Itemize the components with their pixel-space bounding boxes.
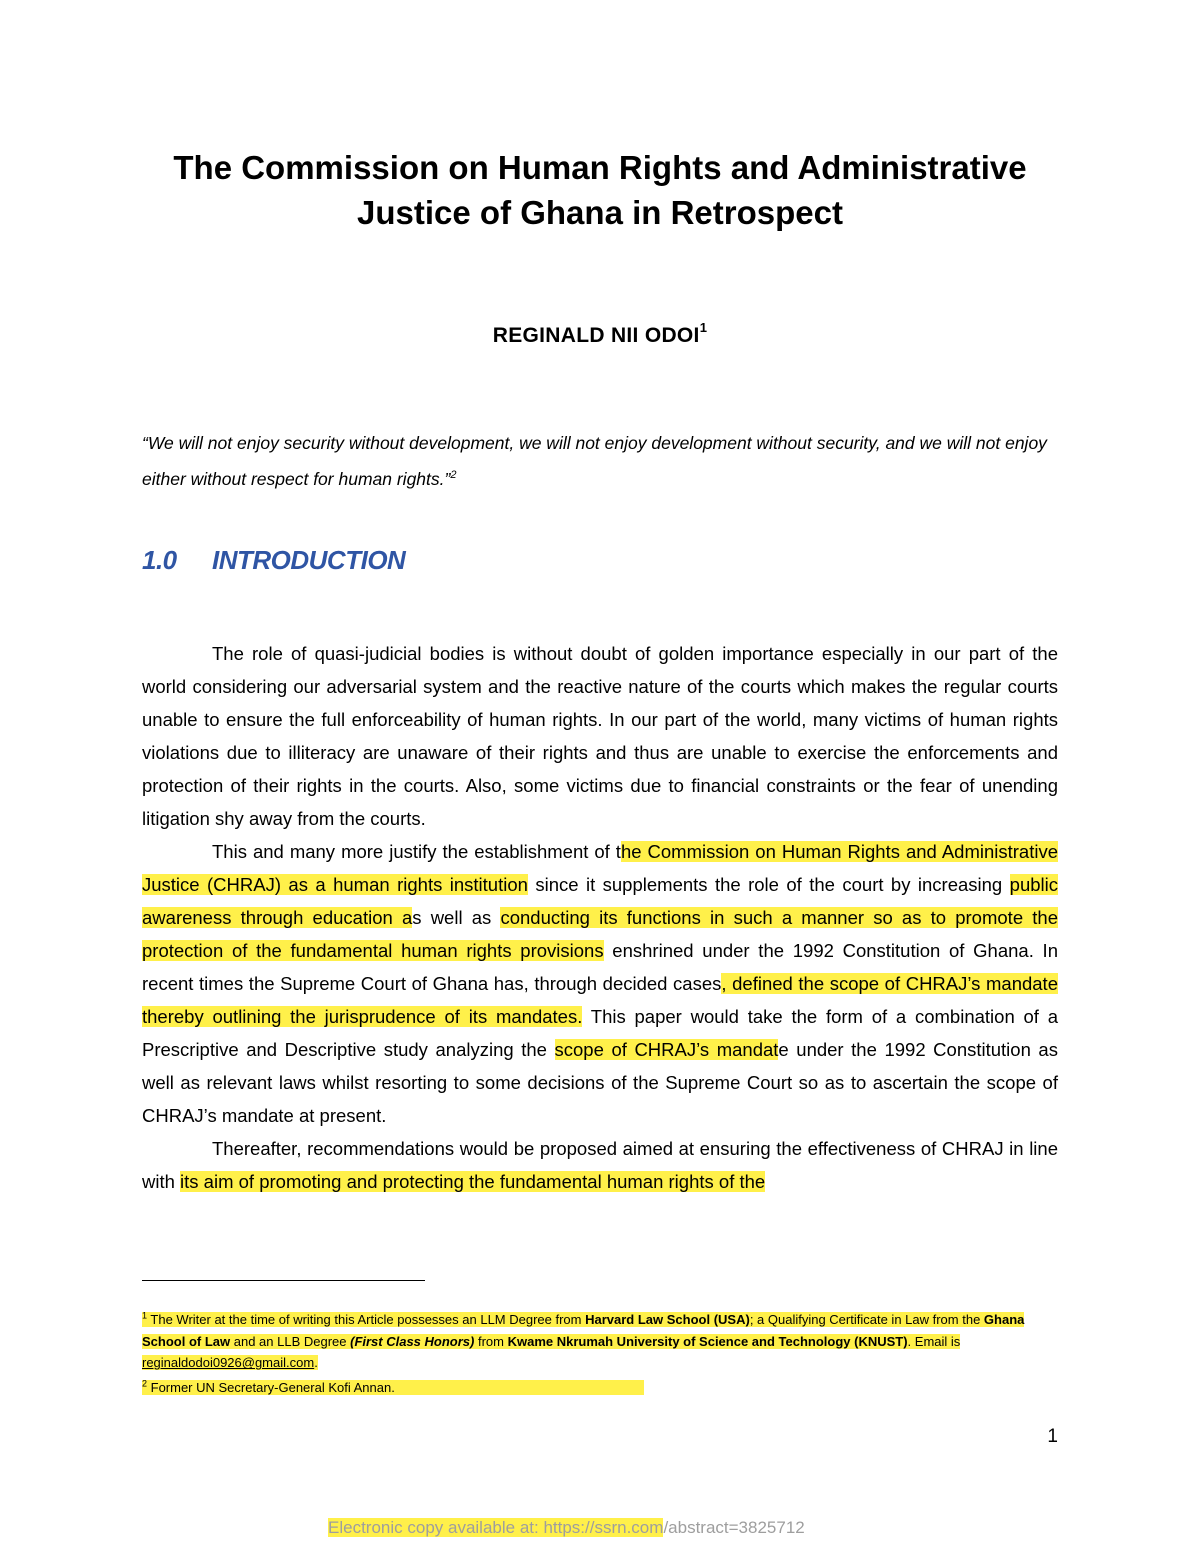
text-run: . Email is [907, 1333, 961, 1349]
text-run: from [474, 1333, 508, 1349]
highlighted-text: its aim of promoting and protecting the fundamental human rights of the [180, 1171, 766, 1192]
footnote-2 [142, 1374, 1062, 1399]
footnote-2-ref: 2 [142, 1378, 148, 1389]
text-run: and an LLB Degree [230, 1333, 351, 1349]
text-run: ; a Qualifying Certificate in Law from the [749, 1312, 984, 1328]
footnote-1-ref: 1 [142, 1311, 148, 1321]
title-line-1: The Commission on Human Rights and Administrative [173, 149, 1027, 186]
bold-italic-text: (First Class Honors) [350, 1333, 475, 1349]
section-number: 1.0 [142, 545, 177, 575]
paragraph-2 [142, 835, 1058, 1132]
author-footnote-ref[interactable]: 1 [699, 320, 708, 335]
ssrn-link-prefix[interactable]: Electronic copy available at: https://ssrn.com [328, 1518, 664, 1537]
text-run: since it supplements the role of the court by increasing [527, 874, 1010, 895]
bold-text: Ghana School of Law [142, 1312, 1025, 1349]
highlighted-text: public awareness through education a [142, 874, 1058, 928]
section-heading [142, 545, 405, 576]
paragraph-3 [142, 1132, 1058, 1198]
footnote-separator [142, 1280, 425, 1281]
text-run: e under the 1992 Constitution as well as relevant laws whilst resorting to some decisions of the Supreme Court so as to ascertain the scope of CHRAJ’s mandate at present. [142, 1039, 1058, 1126]
ssrn-watermark[interactable] [328, 1518, 805, 1538]
epigraph-text: “We will not enjoy security without development, we will not enjoy development without security, and we will not enjoy either without respect for human rights.” [142, 433, 1047, 489]
ssrn-link-suffix[interactable]: /abstract=3825712 [663, 1518, 805, 1537]
text-run: . [314, 1355, 318, 1371]
bold-text: Harvard Law School (USA) [585, 1312, 750, 1328]
highlighted-text: conducting its functions in such a manner so as to promote the protection of the fundamental human rights provisions [142, 907, 1058, 961]
highlighted-text: he Commission on Human Rights and Administrative Justice (CHRAJ) as a human rights institution [142, 841, 1058, 895]
epigraph-quote [142, 427, 1062, 495]
text-run: This paper would take the form of a combination of a Prescriptive and Descriptive study analyzing the [142, 1006, 1058, 1060]
email-link[interactable]: reginaldodoi0926@gmail.com [142, 1355, 315, 1371]
title-line-2: Justice of Ghana in Retrospect [357, 194, 843, 231]
highlighted-text: , defined the scope of CHRAJ’s mandate thereby outlining the jurisprudence of its mandates. [142, 973, 1058, 1027]
footnote-1 [142, 1306, 1062, 1374]
footnotes [142, 1306, 1062, 1399]
body-text [142, 637, 1058, 1198]
text-run: Thereafter, recommendations would be proposed aimed at ensuring the effectiveness of CHRAJ in line with [142, 1138, 1058, 1192]
author-text: REGINALD NII ODOI [492, 324, 700, 347]
author-name [100, 322, 1100, 348]
text-run: Former UN Secretary-General Kofi Annan. [147, 1380, 395, 1396]
text-run: s well as [412, 907, 501, 928]
bold-text: Kwame Nkrumah University of Science and Technology (KNUST) [507, 1333, 908, 1349]
page-number: 1 [1047, 1426, 1058, 1447]
paragraph-1: The role of quasi-judicial bodies is without doubt of golden importance especially in our part of the world considering our adversarial system and the reactive nature of the courts which makes the regular courts unable to ensure the full enforceability of human rights. In our part of the world, many victims of human rights violations due to illiteracy are unaware of their rights and thus are unable to exercise the enforcements and protection of their rights in the courts. Also, some victims due to financial constraints or the fear of unending litigation shy away from the courts. [142, 643, 1058, 829]
epigraph-footnote-ref[interactable]: 2 [450, 469, 457, 481]
text-run: enshrined under the 1992 Constitution of Ghana. In recent times the Supreme Court of Ghana has, through decided cases [142, 940, 1058, 994]
highlighted-text: scope of CHRAJ’s mandat [554, 1039, 779, 1060]
section-label: INTRODUCTION [212, 545, 406, 575]
paper-title [100, 145, 1100, 235]
text-run: This and many more justify the establishment of t [212, 841, 621, 862]
text-run: The Writer at the time of writing this Article possesses an LLM Degree from [147, 1312, 586, 1328]
